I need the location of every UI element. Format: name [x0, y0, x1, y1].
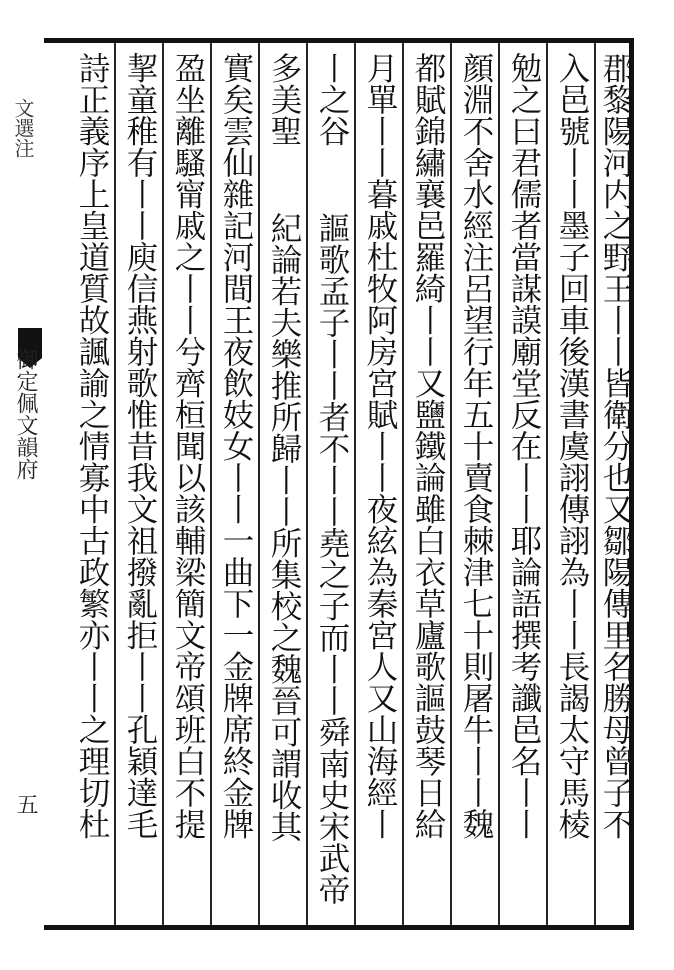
text-column: 紀論若夫樂推所歸丨丨所集校之魏晉可謂收其: [266, 212, 302, 842]
column-rule: [258, 43, 260, 925]
column-rule: [210, 43, 212, 925]
text-column: 盈坐離騷甯戚之丨丨兮齊桓聞以該輔梁簡文帝頌班白不提: [170, 52, 206, 840]
margin-book-title: 御定佩文韻府: [13, 348, 38, 480]
text-column: 挈童稚有丨丨庾信燕射歌惟昔我文祖撥亂拒丨丨孔穎達毛: [122, 52, 158, 840]
margin-page-number: 五: [13, 793, 38, 815]
text-column: 勉之曰君儒者當謀謨廟堂反在丨丨耶論語撰考讖邑名丨丨: [506, 52, 542, 840]
text-column: 入邑號丨丨墨子回車後漢書虞詡傳詡為丨丨長謁太守馬棱: [554, 52, 590, 840]
column-rule: [114, 43, 116, 925]
text-column: 郡黎陽河内之野王丨丨皆衛分也又鄒陽傳里名勝母曾子不: [598, 52, 634, 840]
column-rule: [402, 43, 404, 925]
text-column: 詩正義序上皇道質故諷諭之情寡中古政繁亦丨丨之理切杜: [74, 52, 110, 840]
column-rule: [498, 43, 500, 925]
page-margin: [0, 38, 44, 930]
text-column: 多美聖: [266, 52, 302, 147]
text-column: 月單丨丨暮戚杜牧阿房宮賦丨丨夜絃為秦宮人又山海經丨: [362, 52, 398, 840]
text-column: 謳歌孟子丨丨者不丨丨堯之子而丨丨舜南史宋武帝: [314, 212, 350, 905]
column-rule: [354, 43, 356, 925]
column-rule: [450, 43, 452, 925]
column-rule: [546, 43, 548, 925]
column-rule: [306, 43, 308, 925]
margin-top-text: 文選注: [11, 98, 35, 158]
text-column: 顔淵不舍水經注呂望行年五十賣食棘津七十則屠牛丨丨魏: [458, 52, 494, 840]
text-column: 都賦錦繡襄邑羅綺丨丨又鹽鐵論雖白衣草廬歌謳鼓琴日給: [410, 52, 446, 840]
text-column: 丨之谷: [314, 52, 350, 147]
text-column: 實矣雲仙雜記河間王夜飲妓女丨丨一曲下一金牌席終金牌: [218, 52, 254, 840]
column-rule: [162, 43, 164, 925]
